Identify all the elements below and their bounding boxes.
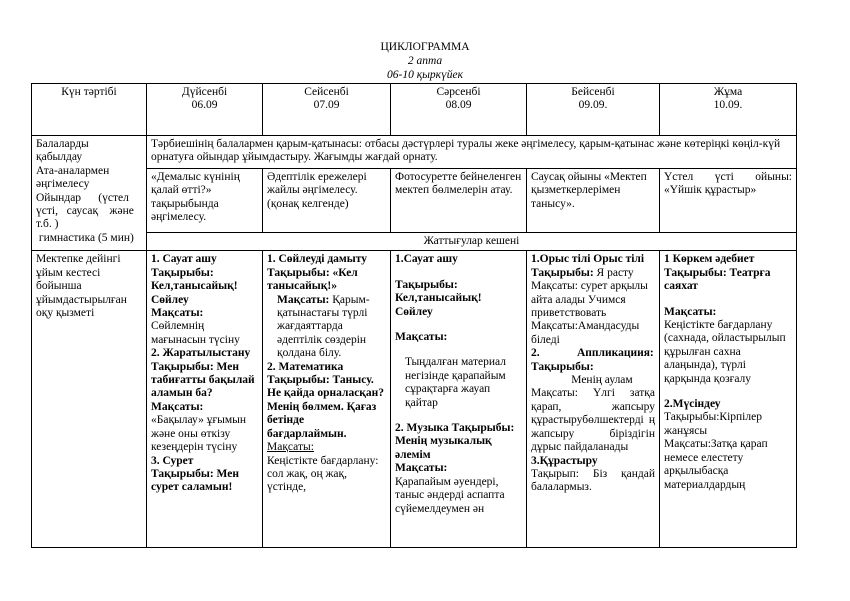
date-range: 06-10 қыркүйек xyxy=(387,69,463,81)
activities-monday: 1. Сауат ашу Тақырыбы: Кел,танысайық! Сөйлеу Мақсаты: Сөйлемнің мағынасын түсіну 2. Жаратылыстану Тақырыбы: Мен табиғатты бақылай аламын ба? Мақсаты: «Бақылау» ұғымын және оны өткізу кезеңдерін түсіну 3. Сурет Тақырыбы: Мен сурет саламын! xyxy=(147,251,263,548)
games-row xyxy=(32,169,797,233)
game-wednesday: Фотосуретте бейнеленген мектеп бөлмелерін атау. xyxy=(391,169,527,233)
day-header-tuesday: Сейсенбі 07.09 xyxy=(263,84,391,136)
game-monday: «Демалыс күнінің қалай өтті?» тақырыбында әңгімелесу. xyxy=(147,169,263,233)
day-header-thursday: Бейсенбі 09.09. xyxy=(527,84,660,136)
reception-row xyxy=(32,136,797,169)
day-header-wednesday: Сәрсенбі 08.09 xyxy=(391,84,527,136)
activities-wednesday: 1.Сауат ашу Тақырыбы: Кел,танысайық! Сөйлеу Мақсаты: Тыңдалған материал негізінде қарапайым сұрақтарға жауап қайтар 2. Музыка Тақырыбы: Менің музыкалық әлемім Мақсаты: Қарапайым әуендері, таныс әндерді аспапта сүйемелдеумен ән xyxy=(391,251,527,548)
reception-common-text: Тәрбиешінің балалармен қарым-қатынасы: отбасы дәстүрлері туралы жеке әңгімелесу, қарым-қатынас және көтеріңкі көңіл-күй орнатуға ойындар ұйымдастыру. Жағымды жағдай орнату. xyxy=(147,136,797,169)
day-header-friday: Жұма 10.09. xyxy=(660,84,797,136)
activities-row xyxy=(32,251,797,548)
document-title: ЦИКЛОГРАММА xyxy=(380,41,470,53)
exercise-complex: Жаттығулар кешені xyxy=(147,233,797,251)
day-header-monday: Дүйсенбі 06.09 xyxy=(147,84,263,136)
game-tuesday: Әдептілік ережелері жайлы әңгімелесу. (қонақ келгенде) xyxy=(263,169,391,233)
game-friday: Үстел үсті ойыны: «Үйшік құрастыр» xyxy=(660,169,797,233)
exercise-row xyxy=(32,233,797,251)
activities-tuesday: 1. Сөйлеуді дамыту Тақырыбы: «Кел танысайық!» Мақсаты: Қарым-қатынастағы түрлі жағдаяттарда әдептілік сөздерін қолдана білу. 2. Математика Тақырыбы: Танысу. Не қайда орналасқан? Менің бөлмем. Қағаз бетінде бағдарлаймын. Мақсаты: Кеңістікте бағдарлану: сол жақ, оң жақ, үстінде, xyxy=(263,251,391,548)
schedule-header: Күн тәртібі xyxy=(32,84,147,136)
game-thursday: Саусақ ойыны «Мектеп қызметкерлерімен танысу». xyxy=(527,169,660,233)
cyclogram-table xyxy=(31,83,797,548)
activities-friday: 1 Көркем әдебиет Тақырыбы: Театрға саяхат Мақсаты: Кеңістікте бағдарлану (сахнада, ойластырылып құрылған сахна алаңында), түрлі қарқында қозғалу 2.Мүсіндеу Тақырыбы:Кірпілер жанұясы Мақсаты:Затқа қарап немесе елестету арқылыбасқа материалдардың xyxy=(660,251,797,548)
week-label: 2 апта xyxy=(407,55,443,67)
activities-thursday: 1.Орыс тілі Орыс тілі Тақырыбы: Я расту Мақсаты: сурет арқылы айта алады Учимся приветствовать Мақсаты:Амандасуды біледі 2. Аппликациия: Тақырыбы: Менің аулам Мақсаты: Үлгі затқа қарап, жапсыру құрастырубөлшектерді ң жапсыру біріздігін дұрыс пайдаланады 3.Құрастыру Тақырып: Біз қандай балалармыз. xyxy=(527,251,660,548)
activities-label: Мектепке дейінгі ұйым кестесі бойынша ұйымдастырылған оқу қызметі xyxy=(32,251,147,548)
reception-label: Балаларды қабылдау Ата-аналармен әңгімелесу Ойындар (үстел үсті, саусақ және т.б. ) гимнастика (5 мин) xyxy=(32,136,147,251)
header-row xyxy=(32,84,797,136)
